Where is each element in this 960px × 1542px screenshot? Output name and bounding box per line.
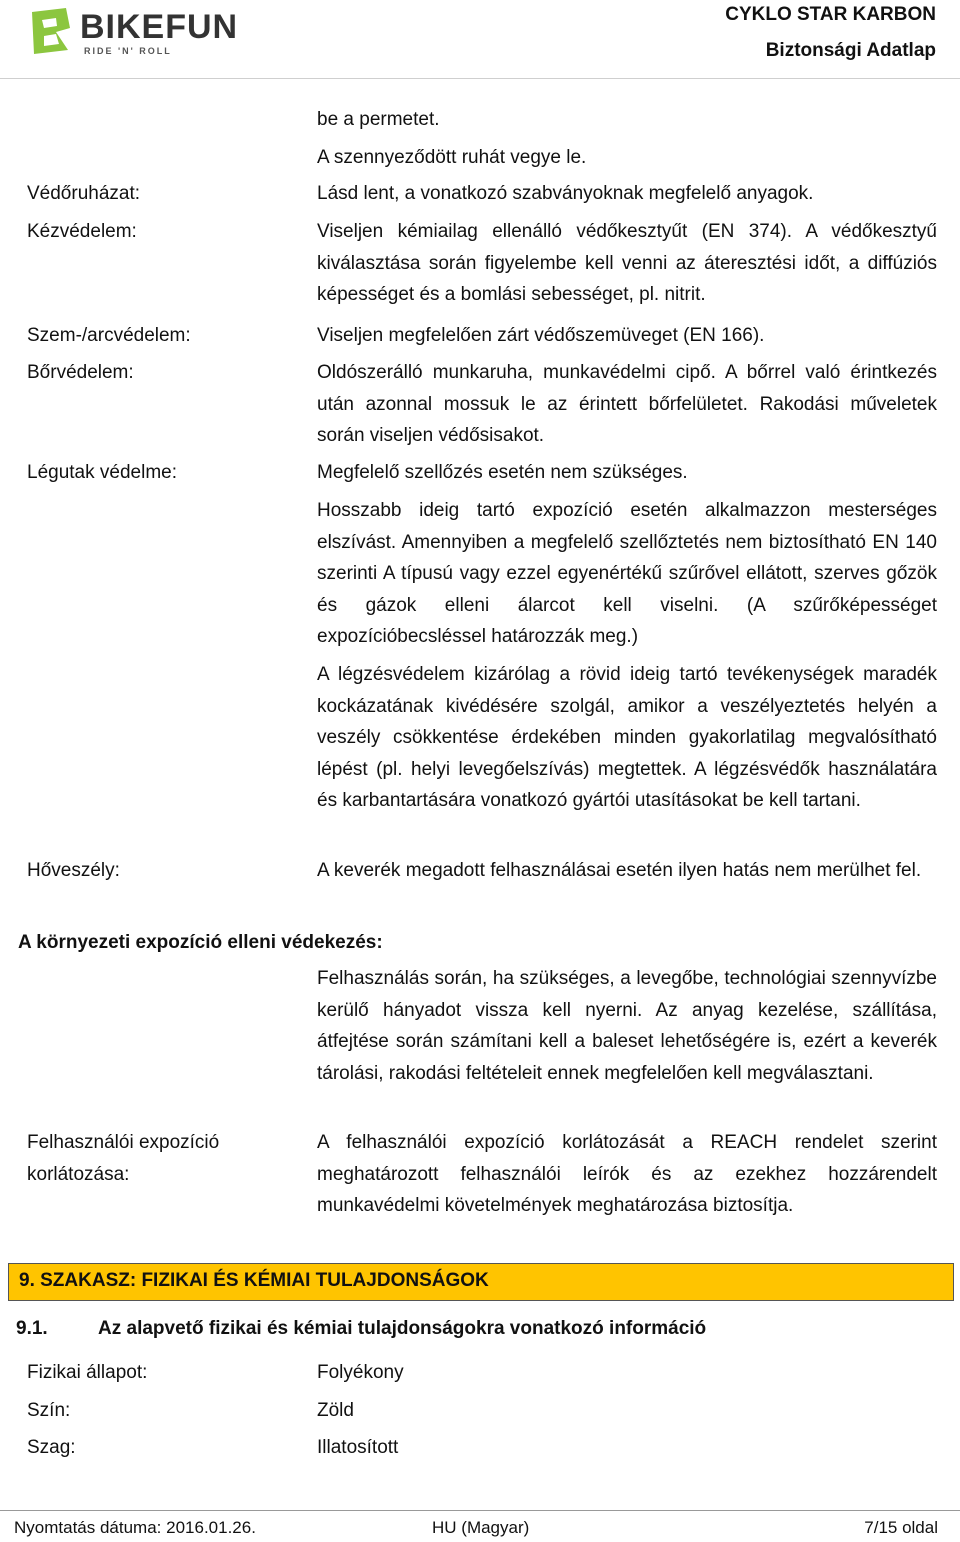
respiratory-protection-text-3: A légzésvédelem kizárólag a rövid ideig tartó tevékenységek maradék kockázatának kivédésére szolgál, amikor a veszélyeztetés helyén a veszély csökkentése érdekében minden gyakorlatilag megvalósítható lépést (pl. helyi levegőelszívás) megtettek. A légzésvédők használatára és karbantartására vonatkozó gyártói utasításokat be kell tartani. <box>317 664 937 811</box>
thermal-hazard-text: A keverék megadott felhasználásai esetén ilyen hatás nem merülhet fel. <box>317 860 922 881</box>
property-value: Folyékony <box>317 1362 404 1383</box>
eye-protection-label: Szem-/arcvédelem: <box>27 325 191 346</box>
protective-clothing-text: Lásd lent, a vonatkozó szabványoknak megfelelő anyagok. <box>317 183 814 204</box>
language-label: HU (Magyar) <box>432 1518 530 1537</box>
property-label: Fizikai állapot: <box>27 1362 148 1383</box>
respiratory-protection-text-1: Megfelelő szellőzés esetén nem szükséges. <box>317 462 688 483</box>
protective-clothing-label: Védőruházat: <box>27 183 141 204</box>
header-divider <box>0 78 960 79</box>
property-label: Szag: <box>27 1437 76 1458</box>
subsection-number: 9.1. <box>16 1318 48 1339</box>
logo-text: BIKEFUN <box>80 8 239 46</box>
consumer-exposure-label: Felhasználói expozíció korlátozása: <box>27 1132 220 1185</box>
hand-protection-text: Viseljen kémiailag ellenálló védőkesztyűt (EN 374). A védőkesztyű kiválasztása során figyelembe kell venni az áteresztési időt, a diffúziós képességet és a bomlási sebességet, pl. nitrit. <box>317 221 937 305</box>
continued-text-1: be a permetet. <box>317 109 440 130</box>
section-9-title: 9. SZAKASZ: FIZIKAI ÉS KÉMIAI TULAJDONSÁGOK <box>19 1270 489 1291</box>
subsection-title: Az alapvető fizikai és kémiai tulajdonságokra vonatkozó információ <box>98 1318 707 1339</box>
document-type: Biztonsági Adatlap <box>765 40 936 61</box>
hand-protection-label: Kézvédelem: <box>27 221 137 242</box>
footer-divider <box>0 1510 960 1511</box>
logo-tagline: RIDE 'N' ROLL <box>84 46 172 56</box>
print-date: Nyomtatás dátuma: 2016.01.26. <box>14 1518 256 1537</box>
environmental-exposure-text: Felhasználás során, ha szükséges, a levegőbe, technológiai szennyvízbe kerülő hányadot vissza kell nyerni. Az anyag kezelése, szállítása, átfejtése során számítani kell a baleset lehetőségére is, ezért a keverék tárolási, rakodási feltételeit ennek megfelelően kell megválasztani. <box>317 968 937 1084</box>
consumer-exposure-text: A felhasználói expozíció korlátozását a REACH rendelet szerint meghatározott felhasználói leírók és az ezekhez hozzárendelt munkavédelmi követelmények meghatározása biztosítja. <box>317 1132 937 1216</box>
eye-protection-text: Viseljen megfelelően zárt védőszemüveget (EN 166). <box>317 325 765 346</box>
environmental-exposure-heading: A környezeti expozíció elleni védekezés: <box>18 932 383 953</box>
continued-text-2: A szennyeződött ruhát vegye le. <box>317 147 587 168</box>
skin-protection-text: Oldószerálló munkaruha, munkavédelmi cipő. A bőrrel való érintkezés után azonnal mossuk le az érintett bőrfelületet. Rakodási műveletek során viseljen védősisakot. <box>317 362 937 446</box>
bikefun-logo <box>26 6 266 58</box>
page-number: 7/15 oldal <box>864 1518 938 1537</box>
skin-protection-label: Bőrvédelem: <box>27 362 134 383</box>
property-value: Illatosított <box>317 1437 399 1458</box>
property-label: Szín: <box>27 1400 71 1421</box>
thermal-hazard-label: Hőveszély: <box>27 860 120 881</box>
product-name: CYKLO STAR KARBON <box>725 4 936 25</box>
respiratory-protection-text-2: Hosszabb ideig tartó expozíció esetén alkalmazzon mesterséges elszívást. Amennyiben a megfelelő szellőztetés nem biztosítható EN 140 szerinti A típusú vagy ezzel egyenértékű szűrővel ellátott, szerves gőzök és gázok elleni álarcot kell viselni. (A szűrőképességet expozícióbecsléssel határozzák meg.) <box>317 500 937 647</box>
section-9-header <box>8 1263 954 1301</box>
property-value: Zöld <box>317 1400 354 1421</box>
respiratory-protection-label: Légutak védelme: <box>27 462 177 483</box>
